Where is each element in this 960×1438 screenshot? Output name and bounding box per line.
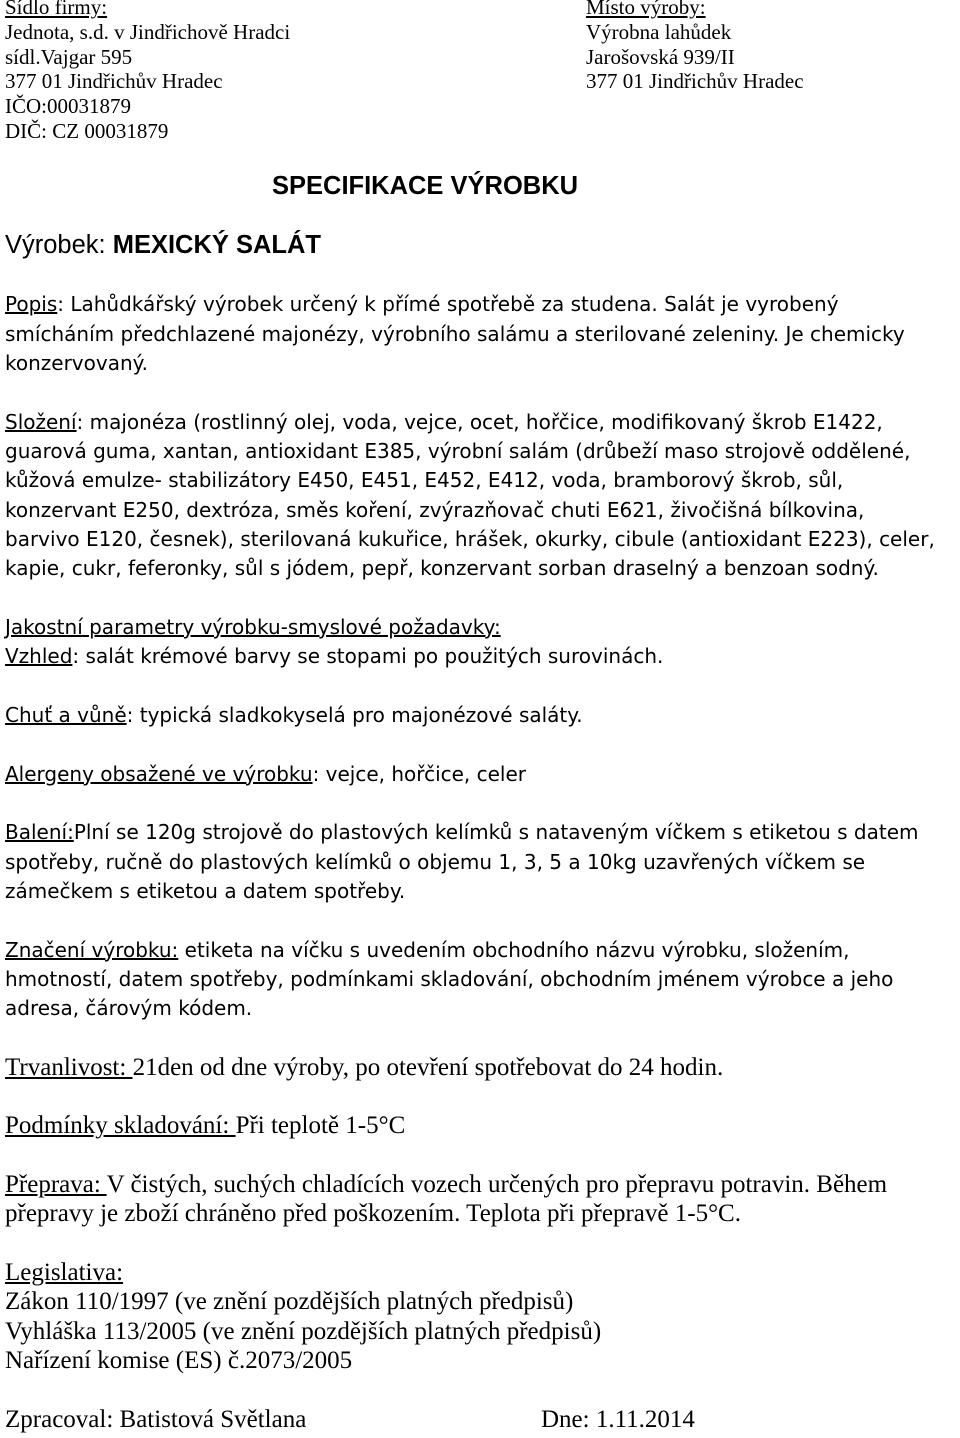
- storage-line: [5, 1111, 955, 1140]
- description-line: konzervovaný.: [5, 350, 148, 375]
- composition-line: guarová guma, xantan, antioxidant E385, výrobní salám (drůbeží maso strojově oddělené,: [5, 438, 911, 463]
- transport-text: V čistých, suchých chladících vozech určených pro přepravu potravin. Během: [106, 1171, 888, 1199]
- labeling-line: hmotností, datem spotřeby, podmínkami skladování, obchodním jménem výrobce a jeho: [5, 966, 894, 991]
- spacer: [5, 789, 955, 818]
- appearance-text: : salát krémové barvy se stopami po použitých surovinách.: [72, 644, 664, 669]
- spacer: [5, 1375, 955, 1404]
- storage-label: Podmínky skladování:: [5, 1112, 236, 1140]
- specification-body: [5, 290, 955, 1434]
- spacer: [5, 378, 955, 407]
- shelf-life-text: 21den od dne výroby, po otevření spotřebovat do 24 hodin.: [132, 1053, 724, 1081]
- description-line: smícháním předchlazené majonézy, výrobního salámu a sterilované zeleniny. Je chemicky: [5, 321, 905, 346]
- company-street: sídl.Vajgar 595: [5, 44, 133, 69]
- product-label: Výrobek:: [5, 231, 113, 259]
- description-text: : Lahůdkářský výrobek určený k přímé spotřebě za studena. Salát je vyrobený: [57, 292, 839, 317]
- allergens-line: [5, 760, 955, 789]
- packaging-line: spotřeby, ručně do plastových kelímků o objemu 1, 3, 5 a 10kg uzavřených víčkem se: [5, 849, 866, 874]
- quality-heading-text: Jakostní parametry výrobku-smyslové požadavky:: [5, 614, 501, 639]
- production-site-name: Výrobna lahůdek: [586, 19, 732, 44]
- legislation-item: Nařízení komise (ES) č.2073/2005: [5, 1347, 353, 1375]
- storage-text: Při teplotě 1-5°C: [235, 1112, 406, 1140]
- company-ico: IČO:00031879: [5, 94, 131, 119]
- composition-line: [5, 408, 955, 437]
- company-seat-block: [5, 0, 290, 144]
- transport-line: [5, 1170, 955, 1199]
- production-site-city: 377 01 Jindřichův Hradec: [586, 69, 804, 94]
- spacer: [5, 1024, 955, 1053]
- spacer: [5, 584, 955, 613]
- labeling-line: adresa, čárovým kódem.: [5, 996, 253, 1021]
- legislation-item: Vyhláška 113/2005 (ve znění pozdějších platných předpisů): [5, 1317, 602, 1345]
- taste-text: : typická sladkokyselá pro majonézové saláty.: [126, 702, 583, 727]
- company-city: 377 01 Jindřichův Hradec: [5, 69, 223, 94]
- description-line: [5, 290, 955, 319]
- description-label: Popis: [5, 292, 58, 317]
- legislation-label: Legislativa:: [5, 1259, 124, 1287]
- spacer: [5, 1082, 955, 1111]
- packaging-text: Plní se 120g strojově do plastových kelímků s nataveným víčkem s etiketou s datem: [73, 820, 919, 845]
- transport-label: Přeprava:: [5, 1171, 107, 1199]
- shelf-life-label: Trvanlivost:: [5, 1053, 133, 1081]
- taste-line: [5, 701, 955, 730]
- packaging-line: [5, 818, 955, 847]
- shelf-life-line: [5, 1053, 955, 1082]
- product-name: MEXICKÝ SALÁT: [112, 231, 321, 259]
- packaging-label: Balení:: [5, 820, 74, 845]
- composition-line: konzervant E250, dextróza, směs koření, zvýrazňovač chuti E621, živočišná bílkovina,: [5, 497, 865, 522]
- company-name: Jednota, s.d. v Jindřichově Hradci: [5, 19, 291, 44]
- legislation-item: Zákon 110/1997 (ve znění pozdějších platných předpisů): [5, 1288, 574, 1316]
- production-site-label: Místo výroby:: [586, 0, 706, 19]
- appearance-line: [5, 642, 955, 671]
- labeling-line: [5, 936, 955, 965]
- spacer: [5, 1141, 955, 1170]
- footer-line: [5, 1405, 955, 1434]
- transport-line: přepravy je zboží chráněno před poškozením. Teplota při přepravě 1-5°C.: [5, 1200, 741, 1228]
- production-site-block: [586, 0, 804, 94]
- composition-label: Složení: [5, 409, 77, 434]
- allergens-label: Alergeny obsažené ve výrobku: [5, 761, 313, 786]
- production-site-street: Jarošovská 939/II: [586, 44, 735, 69]
- spacer: [5, 730, 955, 759]
- labeling-label: Značení výrobku:: [5, 937, 179, 962]
- prepared-by: Zpracoval: Batistová Světlana: [5, 1405, 307, 1433]
- spacer: [5, 672, 955, 701]
- packaging-line: zámečkem s etiketou a datem spotřeby.: [5, 878, 406, 903]
- spacer: [5, 1229, 955, 1258]
- composition-line: kůžová emulze- stabilizátory E450, E451, E452, E412, voda, bramborový škrob, sůl,: [5, 468, 844, 493]
- composition-line: kapie, cukr, feferonky, sůl s jódem, pepř, konzervant sorban draselný a benzoan sodný.: [5, 556, 879, 581]
- taste-label: Chuť a vůně: [5, 702, 127, 727]
- company-dic: DIČ: CZ 00031879: [5, 118, 169, 143]
- allergens-text: : vejce, hořčice, celer: [312, 761, 527, 786]
- company-seat-label: Sídlo firmy:: [5, 0, 108, 19]
- document-date: Dne: 1.11.2014: [541, 1405, 695, 1433]
- spacer: [5, 906, 955, 935]
- composition-text: : majonéza (rostlinný olej, voda, vejce, ocet, hořčice, modifikovaný škrob E1422,: [76, 409, 883, 434]
- appearance-label: Vzhled: [5, 644, 73, 669]
- labeling-text: etiketa na víčku s uvedením obchodního názvu výrobku, složením,: [178, 937, 850, 962]
- document-title: SPECIFIKACE VÝROBKU: [272, 172, 579, 200]
- legislation-heading: [5, 1258, 955, 1287]
- quality-heading: [5, 613, 955, 642]
- product-line: [5, 230, 321, 260]
- composition-line: barvivo E120, česnek), sterilovaná kukuřice, hrášek, okurky, cibule (antioxidant E223), celer,: [5, 526, 935, 551]
